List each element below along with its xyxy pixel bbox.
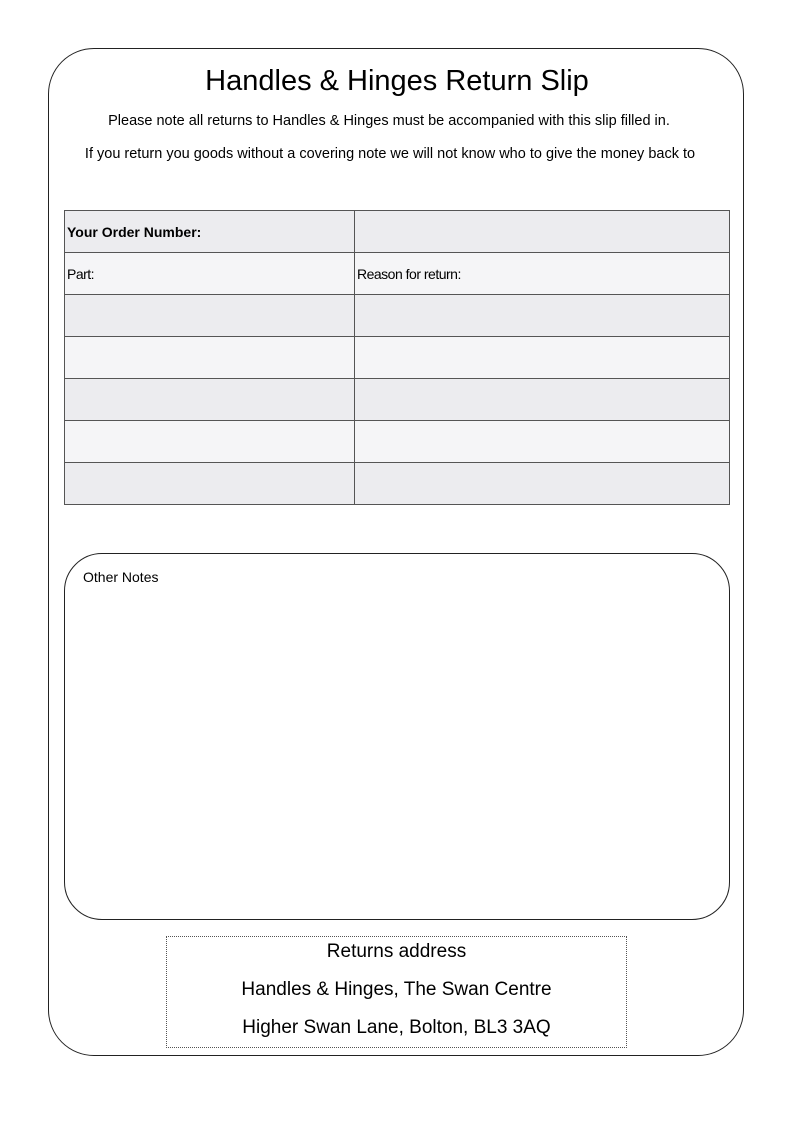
table-row — [65, 337, 730, 379]
reason-field[interactable] — [355, 337, 730, 379]
returns-address-heading: Returns address — [326, 941, 467, 962]
reason-field[interactable] — [355, 379, 730, 421]
reason-header: Reason for return: — [355, 253, 730, 295]
instruction-note-2: If you return you goods without a covering note we will not know who to give the money back to — [84, 146, 696, 162]
part-field[interactable] — [65, 421, 355, 463]
returns-address-line-1: Handles & Hinges, The Swan Centre — [241, 979, 552, 1000]
reason-field[interactable] — [355, 295, 730, 337]
table-row — [65, 421, 730, 463]
table-row — [65, 295, 730, 337]
part-field[interactable] — [65, 295, 355, 337]
order-number-row — [65, 211, 730, 253]
returns-address-box — [166, 936, 627, 1048]
order-number-label: Your Order Number: — [65, 211, 355, 253]
returns-address-line-2: Higher Swan Lane, Bolton, BL3 3AQ — [242, 1017, 551, 1038]
part-field[interactable] — [65, 379, 355, 421]
returns-table — [64, 210, 730, 505]
page-title: Handles & Hinges Return Slip — [205, 65, 589, 97]
part-header: Part: — [65, 253, 355, 295]
reason-field[interactable] — [355, 463, 730, 505]
table-header-row — [65, 253, 730, 295]
reason-field[interactable] — [355, 421, 730, 463]
instruction-note-1: Please note all returns to Handles & Hinges must be accompanied with this slip filled in. — [108, 113, 670, 129]
other-notes-label: Other Notes — [83, 569, 159, 585]
table-row — [65, 379, 730, 421]
part-field[interactable] — [65, 463, 355, 505]
part-field[interactable] — [65, 337, 355, 379]
order-number-field[interactable] — [355, 211, 730, 253]
other-notes-box[interactable] — [64, 553, 730, 920]
table-row — [65, 463, 730, 505]
